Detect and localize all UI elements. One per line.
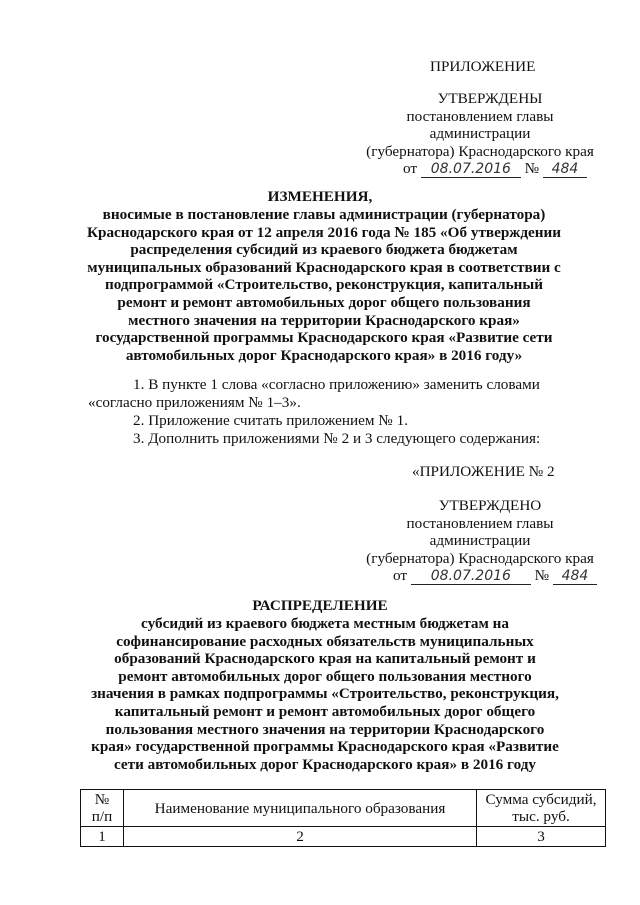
changes-subtitle-line: государственной программы Краснодарского края «Развитие сети [95, 329, 553, 347]
appendix2-approval-block [355, 497, 605, 585]
appendix2-approved-by-line-2: (губернатора) Краснодарского края [366, 549, 594, 567]
changes-subtitle-line: муниципальных образований Краснодарского края в соответствии с [87, 258, 561, 276]
distribution-subtitle-line: ремонт автомобильных дорог общего пользования местного [118, 667, 532, 685]
column-header-amount-line-1: Сумма субсидий, [485, 791, 597, 808]
table-cell: 1 [81, 827, 124, 847]
appendix2-label: «ПРИЛОЖЕНИЕ № 2 [412, 463, 555, 480]
distribution-subtitle-line: субсидий из краевого бюджета местным бюджетам на [141, 615, 509, 632]
distribution-subtitle-line: пользования местного значения на территории Краснодарского [105, 720, 545, 738]
from-label: от [403, 160, 418, 178]
column-header-number [81, 790, 124, 827]
appendix2-handwritten-number: 484 [553, 569, 597, 585]
distribution-table [80, 789, 606, 847]
distribution-subtitle-line: значения в рамках подпрограммы «Строительство, реконструкция, [91, 685, 559, 703]
table-header-row [81, 790, 606, 827]
appendix2-number-label: № [534, 567, 550, 585]
appendix-label: ПРИЛОЖЕНИЕ [430, 58, 536, 75]
distribution-subtitle-line: капитальный ремонт и ремонт автомобильных дорог общего [114, 702, 536, 720]
table-cell: 2 [124, 827, 477, 847]
handwritten-date: 08.07.2016 [421, 162, 521, 178]
changes-subtitle-line: автомобильных дорог Краснодарского края» в 2016 году» [125, 346, 523, 364]
distribution-subtitle [70, 615, 580, 773]
changes-subtitle-line: вносимые в постановление главы администрации (губернатора) [102, 206, 546, 223]
appendix2-handwritten-date: 08.07.2016 [411, 569, 531, 585]
appendix2-approved-heading: УТВЕРЖДЕНО [438, 497, 542, 514]
distribution-subtitle-line: образований Краснодарского края на капитальный ремонт и [114, 650, 536, 668]
changes-item-1 [88, 376, 558, 411]
appendix2-date-number [355, 567, 605, 585]
column-header-name: Наименование муниципального образования [124, 790, 477, 827]
handwritten-number: 484 [543, 162, 587, 178]
table-cell: 3 [477, 827, 606, 847]
column-header-number-line-1: № [94, 791, 110, 808]
column-header-amount-line-2: тыс. руб. [512, 808, 570, 825]
changes-item-3: 3. Дополнить приложениями № 2 и 3 следующего содержания: [133, 430, 541, 447]
changes-item-1-line-1: 1. В пункте 1 слова «согласно приложению» заменить словами [133, 376, 540, 393]
approved-by-line-1: постановлением главы администрации [406, 107, 554, 143]
approval-block [355, 90, 605, 178]
distribution-title: РАСПРЕДЕЛЕНИЕ [252, 597, 388, 614]
appendix2-approved-by-line-1: постановлением главы администрации [406, 514, 554, 550]
changes-item-1-line-2: «согласно приложениям № 1–3». [88, 393, 301, 411]
column-header-amount [477, 790, 606, 827]
number-label: № [524, 160, 540, 178]
distribution-subtitle-line: края» государственной программы Краснодарского края «Развитие [91, 738, 559, 756]
changes-subtitle-line: подпрограммой «Строительство, реконструкция, капитальный [104, 276, 544, 294]
distribution-subtitle-line: сети автомобильных дорог Краснодарского края» в 2016 году [113, 755, 537, 773]
changes-subtitle [60, 206, 588, 364]
changes-subtitle-line: распределения субсидий из краевого бюджета бюджетам [130, 241, 518, 259]
distribution-subtitle-line: софинансирование расходных обязательств муниципальных [116, 632, 534, 650]
changes-subtitle-line: ремонт и ремонт автомобильных дорог общего пользования [117, 293, 531, 311]
approved-heading: УТВЕРЖДЕНЫ [437, 90, 543, 107]
changes-subtitle-line: местного значения на территории Краснодарского края» [128, 311, 520, 329]
table-index-row [81, 827, 606, 847]
changes-title: ИЗМЕНЕНИЯ, [267, 188, 373, 205]
changes-item-2: 2. Приложение считать приложением № 1. [133, 412, 408, 429]
changes-subtitle-line: Краснодарского края от 12 апреля 2016 года № 185 «Об утверждении [86, 223, 561, 241]
approval-date-number [355, 160, 605, 178]
approved-by-line-2: (губернатора) Краснодарского края [366, 142, 594, 160]
appendix2-from-label: от [393, 567, 408, 585]
column-header-number-line-2: п/п [91, 808, 113, 825]
